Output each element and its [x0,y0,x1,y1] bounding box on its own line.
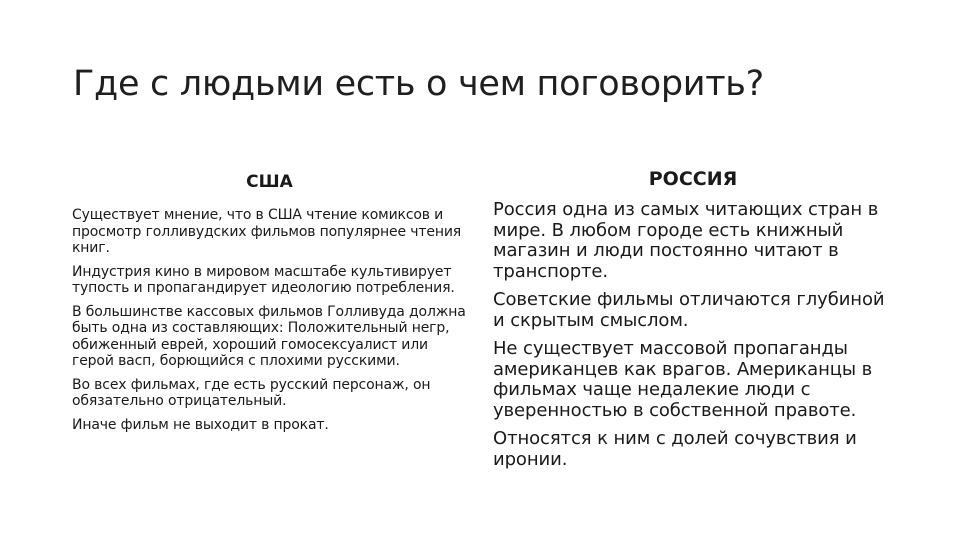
usa-paragraph: Во всех фильмах, где есть русский персонаж, он обязательно отрицательный. [72,376,431,409]
usa-paragraph: В большинстве кассовых фильмов Голливуда должна быть одна из составляющих: Положительный негр, обиженный еврей, хороший гомосексуалист или герой васп, борющийся с плохими русскими. [72,303,466,369]
usa-heading: США [246,172,293,192]
russia-paragraph: Россия одна из самых читающих стран в мире. В любом городе есть книжный магазин и люди постоянно читают в транспорте. [493,199,879,282]
usa-column [72,170,467,440]
usa-paragraph: Существует мнение, что в США чтение комиксов и просмотр голливудских фильмов популярнее чтения книг. [72,207,462,256]
usa-paragraph: Индустрия кино в мировом масштабе культивирует тупость и пропагандирует идеологию потребления. [72,263,455,296]
slide-title: Где с людьми есть о чем поговорить? [73,64,764,104]
russia-heading: РОССИЯ [648,168,738,190]
russia-column [493,166,893,478]
russia-paragraph: Советские фильмы отличаются глубиной и скрытым смыслом. [493,289,885,331]
usa-paragraph: Иначе фильм не выходит в прокат. [72,416,329,433]
russia-paragraph: Относятся к ним с долей сочувствия и иронии. [493,428,857,470]
russia-paragraph: Не существует массовой пропаганды американцев как врагов. Американцы в фильмах чаще недалекие люди с уверенностью в собственной правоте. [493,338,873,421]
